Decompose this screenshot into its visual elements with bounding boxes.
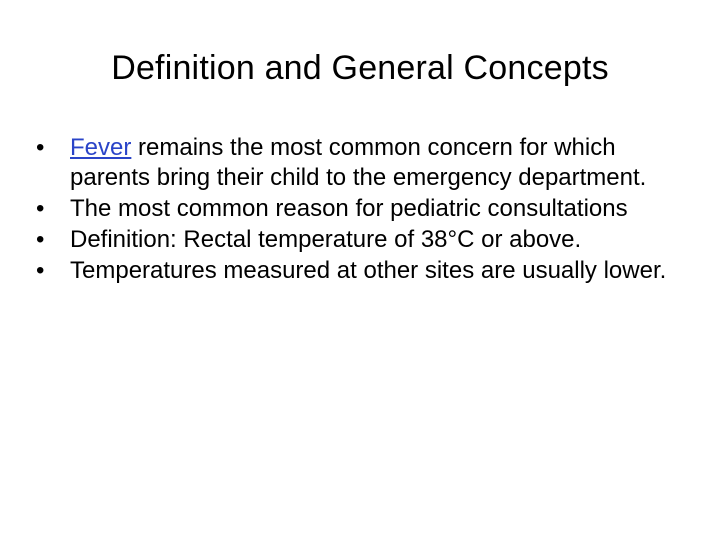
bullet-item	[36, 225, 676, 255]
bullet-glyph: •	[36, 257, 45, 284]
slide-title: Definition and General Concepts	[111, 49, 609, 87]
bullet-item	[36, 256, 676, 286]
bullet-glyph: •	[36, 134, 45, 161]
bullet-text: remains the most common concern for which parents bring their child to the emergency department.	[70, 134, 647, 191]
bullet-text: Definition: Rectal temperature of 38°C or above.	[70, 226, 582, 253]
bullet-glyph: •	[36, 226, 45, 253]
bullet-list	[36, 133, 676, 287]
bullet-item	[36, 194, 676, 224]
bullet-item	[36, 133, 676, 193]
bullet-glyph: •	[36, 195, 45, 222]
fever-link[interactable]: Fever	[70, 134, 132, 161]
bullet-text: The most common reason for pediatric consultations	[70, 195, 628, 222]
bullet-text: Temperatures measured at other sites are usually lower.	[70, 257, 667, 284]
